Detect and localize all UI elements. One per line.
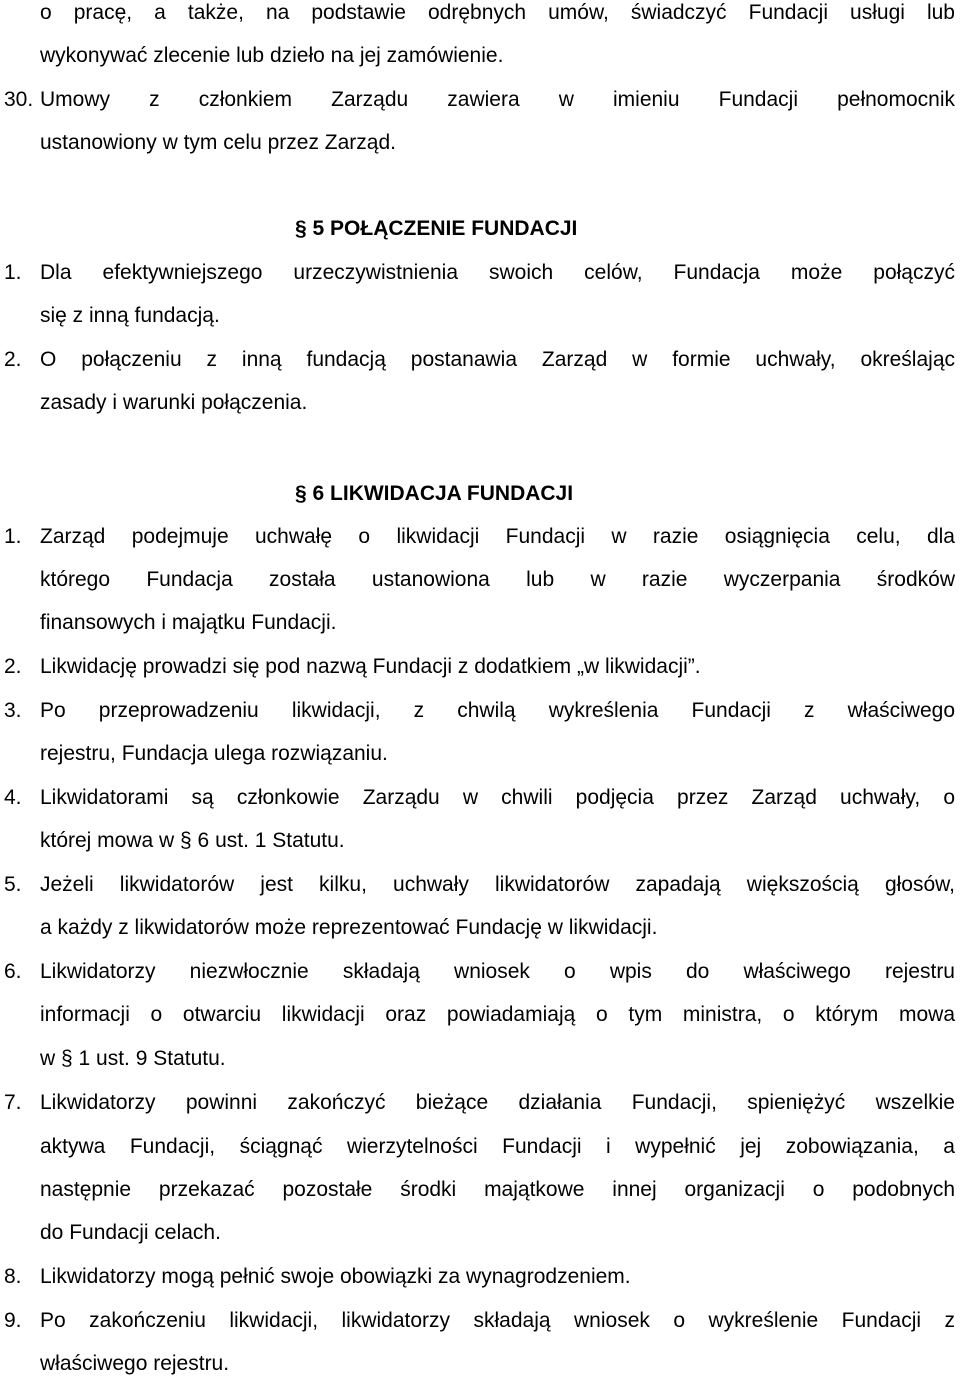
line-text: o pracę, a także, na podstawie odrębnych umów, świadczyć Fundacji usługi lub: [40, 1, 955, 24]
text-line: [0, 260, 960, 286]
text-line: [0, 347, 960, 373]
text-line: [0, 130, 960, 156]
list-number: 2.: [4, 348, 22, 371]
line-text: następnie przekazać pozostałe środki majątkowe innej organizacji o podobnych: [40, 1178, 955, 1201]
list-number: 4.: [4, 786, 22, 809]
list-number: 5.: [4, 873, 22, 896]
text-line: [0, 1264, 960, 1290]
section-heading-5: § 5 POŁĄCZENIE FUNDACJI: [295, 217, 578, 240]
list-number: 3.: [4, 699, 22, 722]
text-line: [0, 610, 960, 636]
text-line: [0, 1177, 960, 1203]
line-text: właściwego rejestru.: [40, 1352, 230, 1375]
line-text: której mowa w § 6 ust. 1 Statutu.: [40, 829, 345, 852]
list-number: 9.: [4, 1309, 22, 1332]
list-number: 7.: [4, 1091, 22, 1114]
line-text: Likwidację prowadzi się pod nazwą Fundacji z dodatkiem „w likwidacji”.: [40, 655, 701, 678]
line-text: się z inną fundacją.: [40, 304, 220, 327]
line-text: informacji o otwarciu likwidacji oraz powiadamiają o tym ministra, o którym mowa: [40, 1003, 955, 1026]
line-text: w § 1 ust. 9 Statutu.: [40, 1047, 226, 1070]
line-text: zasady i warunki połączenia.: [40, 391, 308, 414]
line-text: wykonywać zlecenie lub dzieło na jej zamówienie.: [40, 44, 504, 67]
text-line: [0, 303, 960, 329]
line-text: Likwidatorzy niezwłocznie składają wniosek o wpis do właściwego rejestru: [40, 960, 955, 983]
text-line: [0, 828, 960, 854]
line-text: Po przeprowadzeniu likwidacji, z chwilą wykreślenia Fundacji z właściwego: [40, 699, 955, 722]
text-line: [0, 1308, 960, 1334]
line-text: Likwidatorami są członkowie Zarządu w chwili podjęcia przez Zarząd uchwały, o: [40, 786, 955, 809]
text-line: [0, 43, 960, 69]
line-text: Zarząd podejmuje uchwałę o likwidacji Fundacji w razie osiągnięcia celu, dla: [40, 525, 955, 548]
line-text: Umowy z członkiem Zarządu zawiera w imieniu Fundacji pełnomocnik: [40, 88, 955, 111]
text-line: [0, 1090, 960, 1116]
text-line: [0, 1046, 960, 1072]
text-line: [0, 654, 960, 680]
line-text: Dla efektywniejszego urzeczywistnienia swoich celów, Fundacja może połączyć: [40, 261, 955, 284]
text-line: [0, 959, 960, 985]
text-line: [0, 1134, 960, 1160]
text-line: [0, 741, 960, 767]
line-text: Likwidatorzy mogą pełnić swoje obowiązki za wynagrodzeniem.: [40, 1265, 631, 1288]
list-number: 1.: [4, 525, 22, 548]
list-number: 8.: [4, 1265, 22, 1288]
section-heading-6: § 6 LIKWIDACJA FUNDACJI: [295, 482, 574, 505]
line-text: do Fundacji celach.: [40, 1221, 221, 1244]
text-line: [0, 785, 960, 811]
text-line: [0, 390, 960, 416]
text-line: [0, 698, 960, 724]
text-line: [0, 0, 960, 26]
line-text: Jeżeli likwidatorów jest kilku, uchwały likwidatorów zapadają większością głosów,: [40, 873, 955, 896]
line-text: rejestru, Fundacja ulega rozwiązaniu.: [40, 742, 388, 765]
text-line: [0, 87, 960, 113]
text-line: [0, 872, 960, 898]
line-text: Po zakończeniu likwidacji, likwidatorzy składają wniosek o wykreślenie Fundacji z: [40, 1309, 955, 1332]
line-text: ustanowiony w tym celu przez Zarząd.: [40, 131, 396, 154]
line-text: aktywa Fundacji, ściągnąć wierzytelności Fundacji i wypełnić jej zobowiązania, a: [40, 1135, 955, 1158]
text-line: [0, 915, 960, 941]
line-text: O połączeniu z inną fundacją postanawia Zarząd w formie uchwały, określając: [40, 348, 955, 371]
line-text: finansowych i majątku Fundacji.: [40, 611, 337, 634]
line-text: a każdy z likwidatorów może reprezentować Fundację w likwidacji.: [40, 916, 658, 939]
list-number: 30.: [4, 88, 34, 111]
list-number: 6.: [4, 960, 22, 983]
list-number: 1.: [4, 261, 22, 284]
line-text: Likwidatorzy powinni zakończyć bieżące działania Fundacji, spieniężyć wszelkie: [40, 1091, 955, 1114]
list-number: 2.: [4, 655, 22, 678]
line-text: którego Fundacja została ustanowiona lub w razie wyczerpania środków: [40, 568, 955, 591]
text-line: [0, 567, 960, 593]
text-line: [0, 1220, 960, 1246]
text-line: [0, 1351, 960, 1377]
text-line: [0, 1002, 960, 1028]
text-line: [0, 524, 960, 550]
